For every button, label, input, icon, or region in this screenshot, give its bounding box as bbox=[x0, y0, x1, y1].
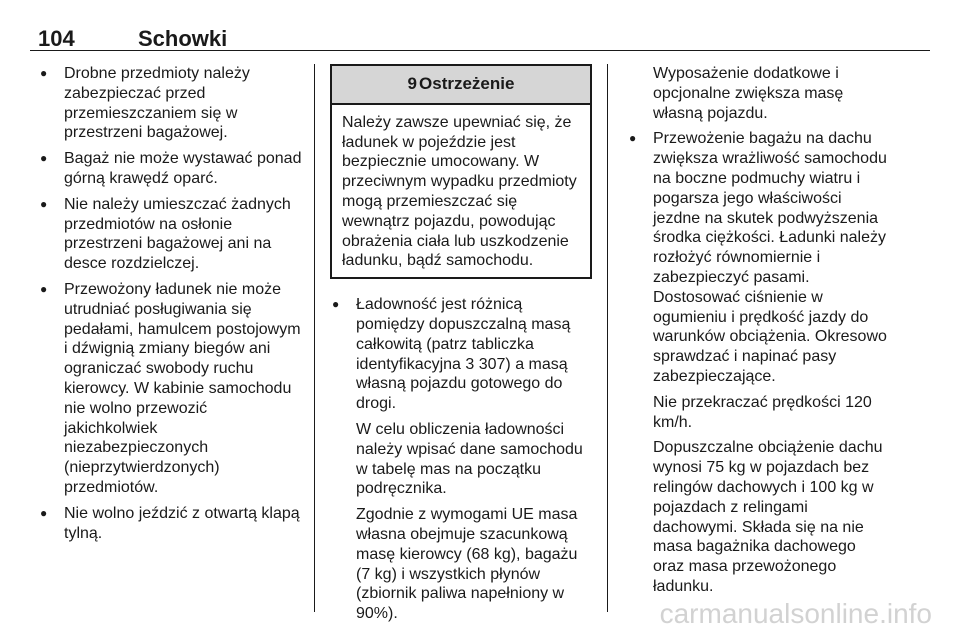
paragraph: Dopuszczalne obciążenie dachu wynosi 75 kg w pojazdach bez relingów dachowych i 100 kg w pojazdach z relingami dachowymi. Składa się na nie masa bagażnika dachowego oraz masa przewożonego ładunku. bbox=[653, 439, 883, 595]
column-3 bbox=[627, 64, 889, 603]
list-item bbox=[330, 295, 592, 624]
chapter-title: Schowki bbox=[138, 26, 228, 51]
bullet-list bbox=[38, 64, 304, 543]
list-item: ● Bagaż nie może wystawać ponad górną krawędź oparć. bbox=[38, 149, 304, 189]
column-2 bbox=[330, 64, 592, 630]
list-item-text: ● Ładowność jest różnicą pomiędzy dopuszczalną masą całkowitą (patrz tabliczka identyfikacyjna 3 307) a masą własną pojazdu gotowego do drogi. bbox=[356, 296, 571, 413]
warning-box bbox=[330, 64, 592, 279]
bullet-list bbox=[627, 129, 889, 596]
list-item-text: ● Przewożenie bagażu na dachu zwiększa wrażliwość samochodu na boczne podmuchy wiatru i pogarsza jego właściwości jezdne na skutek podwyższenia środka ciężkości. Ładunki należy rozłożyć równomiernie i zabezpieczyć pasami. Dostosować ciśnienie w ogumieniu i prędkość jazdy do warunków obciążenia. Okresowo sprawdzać i napinać pasy zabezpieczające. bbox=[653, 130, 887, 385]
watermark: carmanualsonline.info bbox=[659, 598, 932, 629]
page-number: 104 bbox=[38, 26, 75, 51]
paragraph: Nie przekraczać prędkości 120 km/h. bbox=[653, 393, 872, 431]
bullet-list bbox=[330, 295, 592, 624]
page-header bbox=[30, 14, 930, 52]
warning-title: Ostrzeżenie bbox=[419, 74, 515, 93]
list-item: ● Nie wolno jeździć z otwartą klapą tylną. bbox=[38, 504, 304, 544]
paragraph: Zgodnie z wymogami UE masa własna obejmuje szacunkową masę kierowcy (68 kg), bagażu (7 kg) i wszystkich płynów (zbiornik paliwa napełniony w 90%). bbox=[356, 506, 578, 623]
column-divider-1 bbox=[314, 64, 315, 612]
list-item: ● Przewożony ładunek nie może utrudniać posługiwania się pedałami, hamulcem postojowym i dźwignią zmiany biegów ani ograniczać swobody ruchu kierowcy. W kabinie samochodu nie wolno przewozić jakichkolwiek niezabezpieczonych (nieprzytwierdzonych) przedmiotów. bbox=[38, 280, 304, 498]
paragraph: W celu obliczenia ładowności należy wpisać dane samochodu w tabelę mas na początku podręcznika. bbox=[356, 420, 583, 498]
list-item bbox=[627, 129, 889, 596]
paragraph: Wyposażenie dodatkowe i opcjonalne zwiększa masę własną pojazdu. bbox=[653, 65, 844, 122]
header-rule bbox=[30, 50, 930, 51]
warning-icon: 9 bbox=[407, 74, 418, 93]
list-item: ● Nie należy umieszczać żadnych przedmiotów na osłonie przestrzeni bagażowej ani na desce rozdzielczej. bbox=[38, 195, 304, 274]
warning-header bbox=[332, 66, 590, 105]
list-item: ● Drobne przedmioty należy zabezpieczać przed przemieszczaniem się w przestrzeni bagażowej. bbox=[38, 64, 304, 143]
column-1 bbox=[38, 64, 304, 549]
column-divider-2 bbox=[607, 64, 608, 612]
warning-text: Należy zawsze upewniać się, że ładunek w pojeździe jest bezpiecznie umocowany. W przeciwnym wypadku przedmioty mogą przemieszczać się wewnątrz pojazdu, powodując obrażenia ciała lub uszkodzenie ładunku, bądź samochodu. bbox=[342, 113, 577, 270]
